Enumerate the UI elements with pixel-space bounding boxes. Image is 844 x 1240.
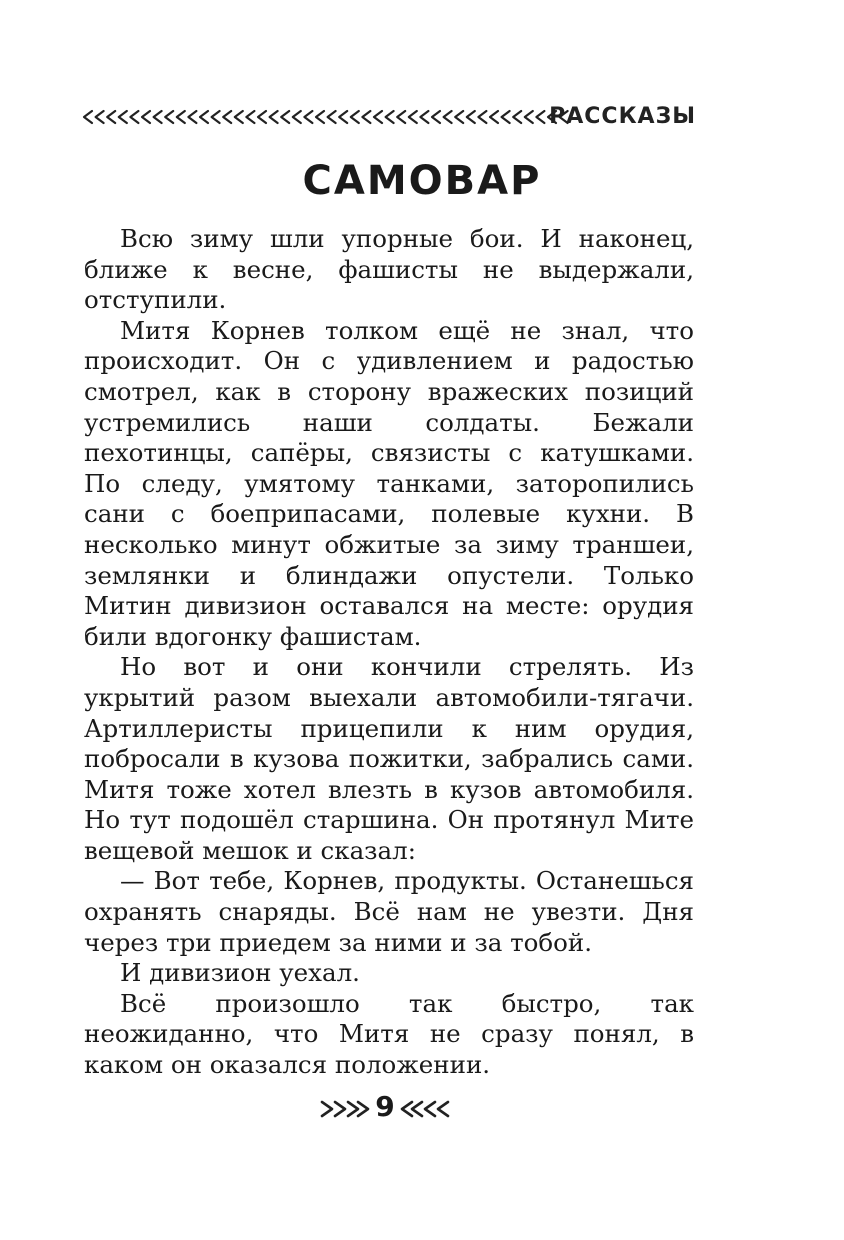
dialogue-paragraph: — Вот тебе, Корнев, продукты. Останешься охранять снаряды. Всё нам не увезти. Дня через три приедем за ними и за тобой. xyxy=(84,866,694,957)
double-chevron-right-icon xyxy=(318,1096,372,1122)
double-chevron-left-icon xyxy=(398,1096,452,1122)
section-label: РАССКАЗЫ xyxy=(549,104,696,129)
body-text xyxy=(84,224,694,1081)
paragraph: Всю зиму шли упорные бои. И наконец, ближе к весне, фашисты не выдержали, отступили. xyxy=(84,224,694,315)
chevron-row-ornament-icon xyxy=(82,108,574,126)
chapter-title: САМОВАР xyxy=(302,158,542,204)
page-footer xyxy=(0,1088,844,1128)
page-number: 9 xyxy=(375,1090,395,1123)
paragraph: Всё произошло так быстро, так неожиданно, что Митя не сразу понял, в каком он оказался положении. xyxy=(84,988,694,1080)
running-header xyxy=(82,102,696,132)
paragraph: Митя Корнев толком ещё не знал, что происходит. Он с удивлением и радостью смотрел, как в сторону вражеских позиций устремились наши солдаты. Бежали пехотинцы, сапёры, связисты с катушками. По следу, умятому танками, заторопились сани с боеприпасами, полевые кухни. В несколько минут обжитые за зиму траншеи, землянки и блиндажи опустели. Только Митин дивизион оставался на месте: орудия били вдогонку фашистам. xyxy=(84,315,694,651)
paragraph: И дивизион уехал. xyxy=(120,958,360,988)
paragraph: Но вот и они кончили стрелять. Из укрытий разом выехали автомобили-тягачи. Артиллеристы прицепили к ним орудия, побросали в кузова пожитки, забрались сами. Митя тоже хотел влезть в кузов автомобиля. Но тут подошёл старшина. Он протянул Мите вещевой мешок и сказал: xyxy=(84,652,694,865)
